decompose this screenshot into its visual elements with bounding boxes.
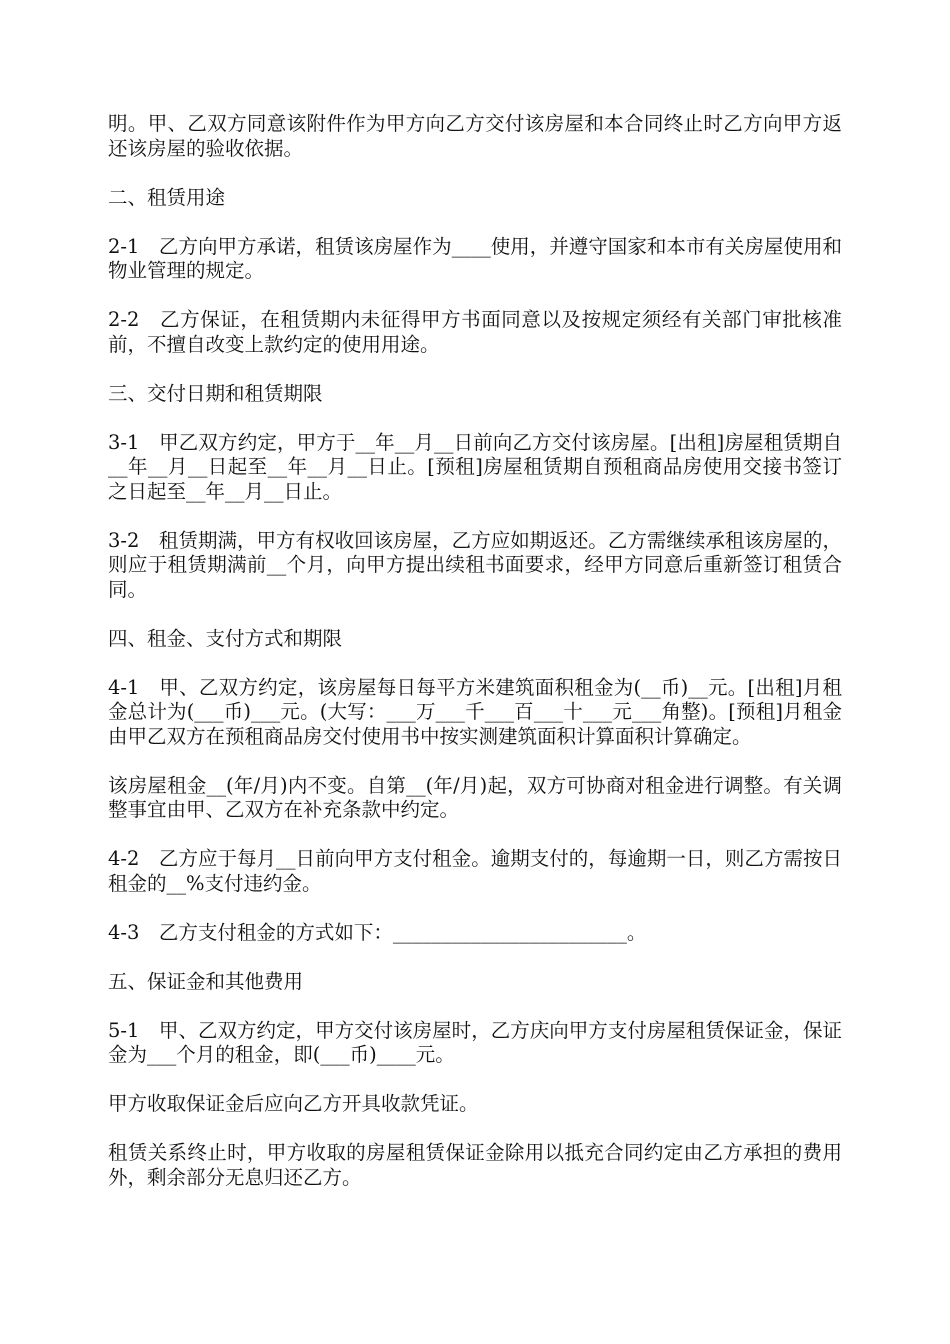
clause-5-1: 5-1 甲、乙双方约定，甲方交付该房屋时，乙方庆向甲方支付房屋租赁保证金，保证金为___个月的租金，即(___币)____元。 (108, 1018, 842, 1066)
clause-4-3: 4-3 乙方支付租金的方式如下：________________________。 (108, 920, 647, 944)
clause-4-2: 4-2 乙方应于每月__日前向甲方支付租金。逾期支付的，每逾期一日，则乙方需按日租金的__%支付违约金。 (108, 847, 842, 895)
section-heading-rent-payment: 四、租金、支付方式和期限 (108, 626, 343, 650)
paragraph-deposit-refund: 租赁关系终止时，甲方收取的房屋租赁保证金除用以抵充合同约定由乙方承担的费用外，剩余部分无息归还乙方。 (108, 1141, 842, 1189)
clause-2-1: 2-1 乙方向甲方承诺，租赁该房屋作为____使用，并遵守国家和本市有关房屋使用和物业管理的规定。 (108, 234, 842, 282)
paragraph-acceptance-basis: 明。甲、乙双方同意该附件作为甲方向乙方交付该房屋和本合同终止时乙方向甲方返还该房屋的验收依据。 (108, 112, 842, 160)
clause-3-1: 3-1 甲乙双方约定，甲方于__年__月__日前向乙方交付该房屋。[出租]房屋租赁期自__年__月__日起至__年__月__日止。[预租]房屋租赁期自预租商品房使用交接书签订之日起至__年__月__日止。 (108, 430, 842, 503)
clause-3-2: 3-2 租赁期满，甲方有权收回该房屋，乙方应如期返还。乙方需继续承租该房屋的，则应于租赁期满前__个月，向甲方提出续租书面要求，经甲方同意后重新签订租赁合同。 (108, 528, 842, 601)
paragraph-rent-adjustment: 该房屋租金__(年/月)内不变。自第__(年/月)起，双方可协商对租金进行调整。有关调整事宜由甲、乙双方在补充条款中约定。 (108, 773, 842, 821)
contract-page (108, 112, 842, 1215)
clause-2-2: 2-2 乙方保证，在租赁期内未征得甲方书面同意以及按规定须经有关部门审批核准前，不擅自改变上款约定的使用用途。 (108, 308, 842, 356)
section-heading-lease-use: 二、租赁用途 (108, 185, 226, 209)
section-heading-deposit-fees: 五、保证金和其他费用 (108, 969, 304, 993)
paragraph-deposit-receipt: 甲方收取保证金后应向乙方开具收款凭证。 (108, 1092, 479, 1115)
clause-4-1: 4-1 甲、乙双方约定，该房屋每日每平方米建筑面积租金为(__币)__元。[出租]月租金总计为(___币)___元。(大写：___万___千___百___十___元___角整)。[预租]月租金由甲乙双方在预租商品房交付使用书中按实测建筑面积计算面积计算确定。 (108, 675, 842, 748)
section-heading-delivery-term: 三、交付日期和租赁期限 (108, 381, 323, 405)
